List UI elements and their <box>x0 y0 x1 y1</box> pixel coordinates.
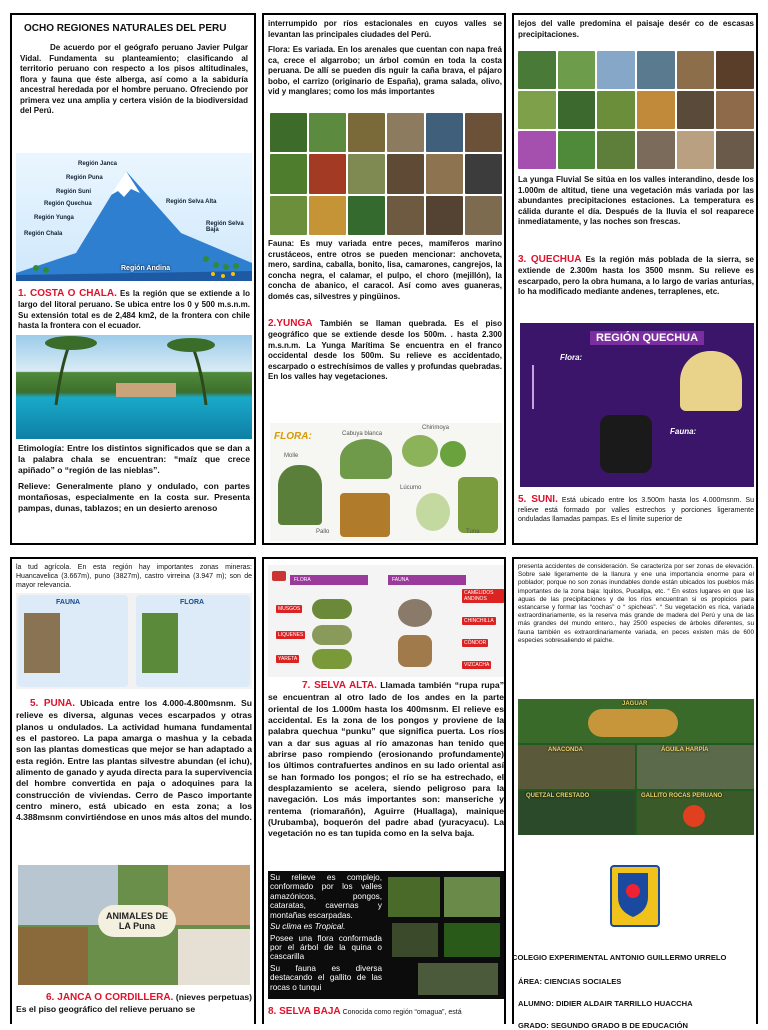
flora-cabuya: Cabuya blanca <box>342 431 383 437</box>
quechua-heading: 3. QUECHUA <box>518 254 582 265</box>
janca-heading: 6. JANCA O CORDILLERA. <box>46 992 174 1003</box>
label-suni: Región Suni <box>56 189 91 195</box>
puna-heading: 5. PUNA. <box>30 698 75 709</box>
panel-puna <box>10 557 256 1024</box>
yunga-flora-collage <box>270 423 502 541</box>
tag-musgos: MUSGOS <box>278 606 301 612</box>
panel-quechua <box>512 13 758 545</box>
quechua-section <box>518 253 754 298</box>
label-janca: Región Janca <box>78 161 118 167</box>
label-yunga: Región Yunga <box>34 215 74 221</box>
flora-lucumo: Lúcumo <box>400 485 422 491</box>
etimologia-text: Etimología: Entre los distintos significados que se dan a la palabra chala se encuentran: “maíz que crece apiñado” o “región de las nieblas”. <box>18 443 250 476</box>
yunga-text: También se llaman quebrada. Es el piso geográfico que se extiende desde los 500m. . hasta 2.300 m.s.n.m. La Yunga Marítima Se encuentra en el franco occidental desde los 500m. Su relieve es accidentado, escarpado o estrechísimos de valles y profundas quebradas. En los valles hay vegetaciones. <box>268 319 502 382</box>
label-aguila: ÁGUILA HARPÍA <box>661 747 709 753</box>
tag-camelidos: CAMÉLIDOS ANDINOS <box>462 589 504 603</box>
tab-flora[interactable]: FLORA <box>290 575 368 585</box>
tag-chinchilla: CHINCHILLA <box>464 618 494 624</box>
suni-heading: 5. SUNI. <box>518 494 558 505</box>
photo-aguila <box>637 745 754 789</box>
slide-fauna-label: Fauna: <box>670 427 697 436</box>
janca-section <box>16 991 252 1016</box>
colegio-name: COLEGIO EXPERIMENTAL ANTONIO GUILLERMO URRELO <box>512 953 727 962</box>
page-title: OCHO REGIONES NATURALES DEL PERU <box>24 23 227 34</box>
label-quechua: Región Quechua <box>44 201 92 207</box>
quechua-text: Es la región más poblada de la sierra, se extiende de 2.300m hasta los 3500 msnm. Su relieve es escarpado, pero la obra humana, a lo largo de varias anturias, lo ha modificado mediante andenes, terraplenes, etc. <box>518 255 754 297</box>
selva-baja-section <box>268 1005 504 1018</box>
label-gallito: GALLITO ROCAS PERUANO <box>641 793 723 799</box>
animales-title: ANIMALES DE LA Puna <box>98 905 176 937</box>
yunga-section <box>268 317 502 383</box>
janca-text: (nieves perpetuas) Es el piso geográfico del relieve peruano se <box>16 992 252 1015</box>
yunga-photo-grid <box>518 51 754 169</box>
quechua-slide <box>520 323 754 487</box>
palm-trees <box>16 335 252 439</box>
flora-chirimoya: Chirimoya <box>422 425 450 431</box>
photo-jaguar <box>518 699 754 743</box>
label-anaconda: ANACONDA <box>548 747 583 753</box>
slide-title: REGIÓN QUECHUA <box>590 331 704 345</box>
regions-diagram <box>16 153 252 281</box>
suni-section <box>518 493 754 525</box>
yunga-continuation: lejos del valle predomina el paisaje desér co de escasas precipitaciones. <box>518 19 754 39</box>
suni-continuation: la tud agrícola. En esta región hay importantes zonas mineras: Huancavelica (3.667m), puno (3827m), castro virreina (3.947 m); son de mayor relevancia. <box>16 564 252 590</box>
puna-animals-collage <box>18 865 250 985</box>
area-label: ÁREA: CIENCIAS SOCIALES <box>518 977 622 986</box>
grado-label: GRADO: SEGUNDO GRADO B DE EDUCACIÓN <box>518 1021 689 1030</box>
yunga-fluvial-text: La yunga Fluvial Se sitúa en los valles interandino, desde los 1.000m de altitud, tiene una vegetación más variada por las abundantes precipitaciones estaciones. La temperatura es cálida durante el día. Después de la lluvia el sol reaparece inmediatamente, y las noches son frescas. <box>518 175 754 227</box>
costa-heading: 1. COSTA O CHALA. <box>18 288 117 299</box>
costa-section <box>18 287 250 332</box>
yunga-heading: 2.YUNGA <box>268 318 313 329</box>
panel-costa <box>10 13 256 545</box>
tag-vizcacha: VIZCACHA <box>464 662 490 668</box>
dark-clima: Su clima es Tropical. <box>270 922 346 932</box>
flora-tuna: Tuna <box>466 529 480 535</box>
flora-molle: Molle <box>284 453 299 459</box>
photo-quetzal <box>518 791 635 835</box>
dark-flora: Posee una flora conformada por el árbol de la quina o cascarilla <box>270 933 382 962</box>
costa-text: Es la región que se extiende a lo largo del litoral peruano. Se ubica entre los 0 y 500 m.s.n.m. Su extensión total es de 2,484 km2, de la frontera con chile hasta la frontera con el ecuador. <box>18 289 250 331</box>
selva-alta-heading: 7. SELVA ALTA. <box>302 680 377 691</box>
crest-emblem-icon <box>612 867 654 921</box>
photo-gallito <box>637 791 754 835</box>
suni-text: Está ubicado entre los 3.500m hasta los 4.000msnm. Su relieve está formado por valles estrechos y porciones ligeramente onduladas llamadas pampas. Es el límite superior de <box>518 497 754 524</box>
flora-label: FLORA: <box>274 431 312 442</box>
dark-slide-text <box>270 873 382 994</box>
flora-pallo: Pallo <box>316 529 330 535</box>
tag-yareta: YARETA <box>278 656 298 662</box>
label-jaguar: JAGUAR <box>622 701 648 707</box>
amazon-animals-grid <box>518 699 754 835</box>
label-puna: Región Puna <box>66 175 103 181</box>
school-crest <box>610 865 660 927</box>
slide-flora-label: Flora: <box>560 353 583 362</box>
tab-fauna[interactable]: FAUNA <box>388 575 466 585</box>
dark-relieve: Su relieve es complejo, conformado por los valles amazónicos, pongos, cataratas, cavernas y montañas escarpadas. <box>270 873 382 920</box>
costa-photo-grid <box>270 113 502 235</box>
suni-fauna-flora-cards <box>16 593 252 689</box>
selva-alta-dark-slide <box>268 871 504 999</box>
costa-continuation: interrumpido por ríos estacionales en cuyos valles se levantan las principales ciudades del Perú. <box>268 19 502 39</box>
puna-text: Ubicada entre los 4.000-4.800msnm. Su relieve es diversa, algunas veces escarpados y otras planos u ondulados. La actividad humana fundamental es el pastoreo. La papa amarga o mashua y la cebada son las plantas domesticas que mejor se han adaptado a esta región. Entre las plantas silvestre abundan (el ichu), alimento de ganado y ayuda directa para la supervivencia del hombre convertida en paja o adoquines para la construcción de viviendas. Cerro de Pasco importante centro minero, está ubicado en esta zona; a los 4.388msnm convirtiéndose en unos más altos del mundo. <box>16 698 252 823</box>
dark-fauna: Su fauna es diversa destacando el gallito de las rocas o tunqui <box>270 963 382 992</box>
label-chala: Región Chala <box>24 231 63 237</box>
selva-alta-text: Llamada también “rupa rupa” se encuentran al otro lado de los andes en la parte oriental de los 1.000m hasta los 400msnm. El relieve es accidental. Es la zona de los pongos y proviene de la palabra quechua “punku” que significa puerta. Los ríos van a dar sus aguas al río amazonas han tenido que abrirse paso rompiendo (erosionando profundamente) los últimos contrafuertes andinos en su lado oriental así se han formado los pongos; el río se ha estrechado, el desplazamiento se acelera, siendo peligroso para la navegación. Los más importantes son: manseriche y rentema (riomarañón), Aguirre (Huallaga), mainique (Urubamba), boquerón del padre abad (yuracyacu). La vegetación no es tan tupida como en la selva baja. <box>268 680 504 839</box>
intro-text: De acuerdo por el geógrafo peruano Javier Pulgar Vidal. Fundamenta su planteamiento; clasificando al territorio peruano con respecto a los pisos altitudinales, flora y fauna que éste alberga, así como a la sabiduría ancestral heredada por el hombre peruano. Ofreciendo por primera vez una amplia y certera visión de la biodiversidad del Perú. <box>20 43 248 116</box>
label-selva-baja: Región Selva Baja <box>206 221 244 233</box>
photo-anaconda <box>518 745 635 789</box>
flora-costa-text: Flora: Es variada. En los arenales que cuentan con napa freá ca, crece el algarrobo; un árbol común en toda la costa peruana. De allí se pueden dis nguir la caña brava, el pájaro bobo, el carrizo (originario de España), grama salada, olivo, vid y manglares; como los más importantes <box>268 45 502 97</box>
panel-selva-alta <box>262 557 506 1024</box>
panel-selva-baja <box>512 557 758 1030</box>
alumno-label: ALUMNO: DIDIER ALDAIR TARRILLO HUACCHA <box>518 999 693 1008</box>
beach-photo <box>16 335 252 439</box>
puna-section <box>16 697 252 824</box>
tag-condor: CÓNDOR <box>464 640 487 646</box>
fauna-costa-text: Fauna: Es muy variada entre peces, mamíferos marino crustáceos, entre otros se pueden mencionar: anchoveta, mero, sardina, caballa, bonito, lisa, camarones, cangrejos, la concha negra, el calamar, el pulpo, el choro (mejillón), la concha de abanico, el caracol. Así como aves guaneras, domés cas, silvestres y pingüinos. <box>268 239 502 301</box>
selva-baja-heading: 8. SELVA BAJA <box>268 1006 341 1017</box>
tag-liquenes: LIQUENES <box>278 632 304 638</box>
panel-yunga <box>262 13 506 545</box>
label-andina: Región Andina <box>121 265 171 272</box>
flora-fauna-slide <box>268 565 504 677</box>
relieve-text: Relieve: Generalmente plano y ondulado, con partes montañosas, especialmente en la costa sur. Presenta pampas, dunas, tablazos; en un desierto arenoso <box>18 481 250 514</box>
selva-baja-continuation: presenta accidentes de consideración. Se caracteriza por ser zonas de elevación. Sobre sale ligeramente de la llanura y ene una importancia enorme para el poblador; porque no son zonas inundables donde están ubicados los pueblos más importantes de la zona baja: Iquitos, Pucallpa, etc. “ En estos lugares en que las aguas de las precipitaciones y de los ríos encuentran si os propicios para estancarse y formar las “cochas” o “ spicheas”. “ Su vegetación es rica, variada extraordinariamente, es la reserva más grande de madera del Perú y una de las más grandes del mundo entero., hay 2500 especies de árboles diferentes, su fauna también es extraordinariamente variada, en peces existen más de 600 especies sobresaliendo el paiche. <box>518 563 754 644</box>
label-quetzal: QUETZAL CRESTADO <box>526 793 590 799</box>
flora-card-title: FLORA <box>180 599 205 606</box>
label-selva-alta: Región Selva Alta <box>166 199 217 205</box>
selva-baja-text: Conocida como región “omagua”, está <box>342 1009 462 1016</box>
fauna-card-title: FAUNA <box>56 599 81 606</box>
selva-alta-section <box>268 679 504 840</box>
